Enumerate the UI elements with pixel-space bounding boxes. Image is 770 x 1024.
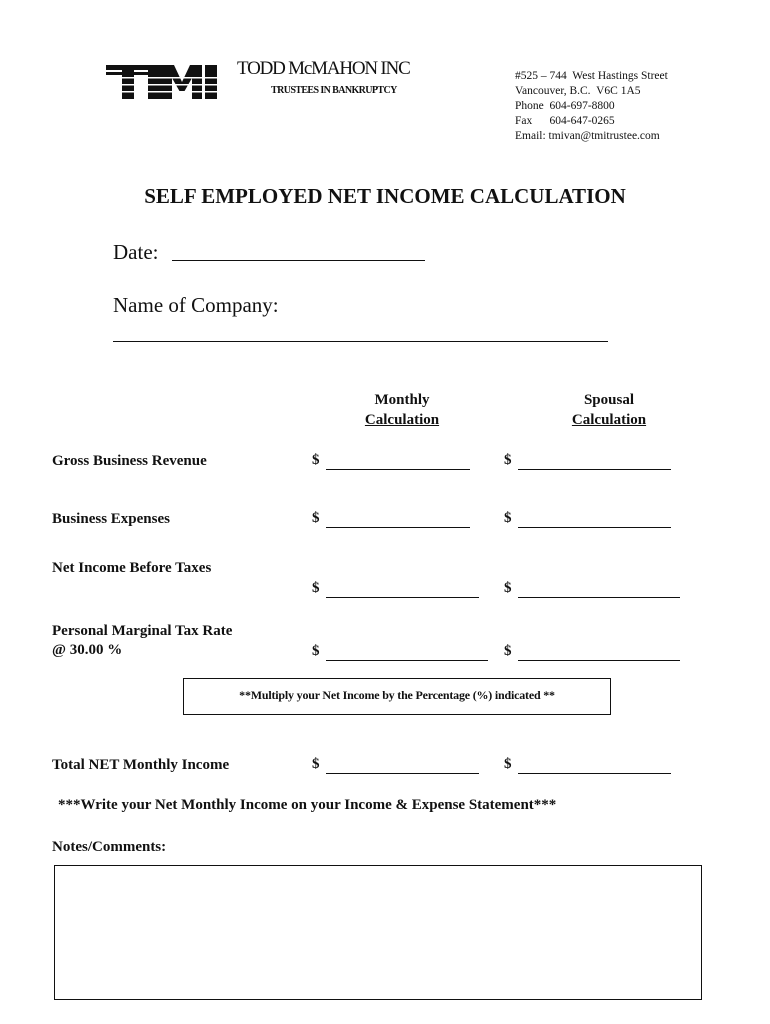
- gross-revenue-label: Gross Business Revenue: [52, 453, 207, 469]
- dollar-sign: $: [312, 756, 320, 772]
- form-title: SELF EMPLOYED NET INCOME CALCULATION: [144, 184, 626, 208]
- email-line: Email: tmivan@tmitrustee.com: [515, 130, 660, 142]
- dollar-sign: $: [312, 452, 320, 468]
- net-income-before-taxes-label: Net Income Before Taxes: [52, 560, 212, 576]
- company-name: TODD McMAHON INC: [237, 58, 410, 79]
- spousal-header-line2: Calculation: [571, 412, 647, 428]
- tmi-logo-icon: [106, 62, 218, 102]
- tax-rate-spousal-field[interactable]: [518, 660, 680, 661]
- dollar-sign: $: [312, 643, 320, 659]
- fax-line: Fax 604-647-0265: [515, 115, 615, 127]
- gross-revenue-monthly-field[interactable]: [326, 469, 470, 470]
- tax-rate-label-line1: Personal Marginal Tax Rate: [52, 623, 233, 639]
- monthly-header-line2: Calculation: [364, 412, 440, 428]
- monthly-header-line1: Monthly: [374, 392, 430, 408]
- phone-line: Phone 604-697-8800: [515, 100, 615, 112]
- notes-comments-box[interactable]: [54, 865, 702, 1000]
- business-expenses-label: Business Expenses: [52, 511, 170, 527]
- business-expenses-monthly-field[interactable]: [326, 527, 470, 528]
- monthly-column-header: [332, 390, 472, 430]
- dollar-sign: $: [504, 643, 512, 659]
- dollar-sign: $: [504, 580, 512, 596]
- net-income-spousal-field[interactable]: [518, 597, 680, 598]
- tax-rate-monthly-field[interactable]: [326, 660, 488, 661]
- net-income-monthly-field[interactable]: [326, 597, 479, 598]
- spousal-header-line1: Spousal: [583, 392, 635, 408]
- company-label: Name of Company:: [113, 293, 279, 317]
- dollar-sign: $: [504, 756, 512, 772]
- tax-rate-label: [52, 622, 232, 660]
- dollar-sign: $: [504, 452, 512, 468]
- notes-label: Notes/Comments:: [52, 839, 167, 855]
- spousal-column-header: [539, 390, 679, 430]
- tax-rate-label-line2: @ 30.00 %: [52, 642, 123, 658]
- gross-revenue-spousal-field[interactable]: [518, 469, 671, 470]
- company-subtitle: TRUSTEES IN BANKRUPTCY: [271, 85, 397, 96]
- date-field[interactable]: [172, 260, 425, 261]
- dollar-sign: $: [312, 510, 320, 526]
- total-net-monthly-label: Total NET Monthly Income: [52, 757, 230, 773]
- address-line-1: #525 – 744 West Hastings Street: [515, 70, 668, 82]
- total-net-spousal-field[interactable]: [518, 773, 671, 774]
- date-label: Date:: [113, 240, 159, 264]
- multiply-note: **Multiply your Net Income by the Percentage (%) indicated **: [183, 678, 611, 715]
- address-line-2: Vancouver, B.C. V6C 1A5: [515, 85, 641, 97]
- company-name-field[interactable]: [113, 341, 608, 342]
- business-expenses-spousal-field[interactable]: [518, 527, 671, 528]
- dollar-sign: $: [312, 580, 320, 596]
- write-income-note: ***Write your Net Monthly Income on your Income & Expense Statement***: [58, 797, 557, 813]
- dollar-sign: $: [504, 510, 512, 526]
- total-net-monthly-field[interactable]: [326, 773, 479, 774]
